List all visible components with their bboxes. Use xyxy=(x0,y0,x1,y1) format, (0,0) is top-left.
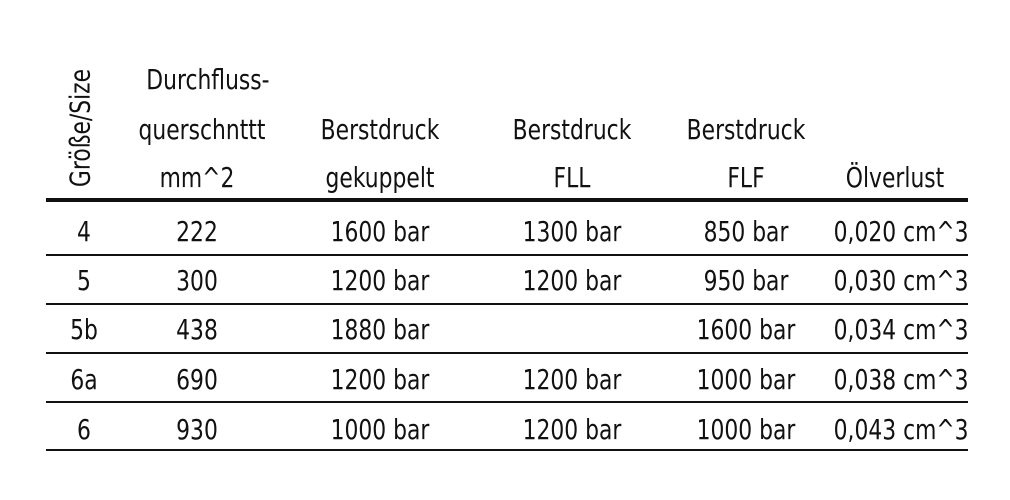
row-3-flow: 438 xyxy=(176,313,218,346)
row-2-flow: 300 xyxy=(176,264,218,297)
header-burst-coupled-line1: Berstdruck xyxy=(320,113,440,146)
row-4-burst-coupled: 1200 bar xyxy=(330,363,430,396)
row-5-flow: 930 xyxy=(176,413,218,446)
row-4-size: 6a xyxy=(70,363,98,396)
header-burst-flf-line2: FLF xyxy=(727,161,765,194)
header-burst-coupled-line2: gekuppelt xyxy=(325,161,435,194)
row-divider xyxy=(46,352,968,354)
row-2-oil-loss: 0,030 cm^3 xyxy=(833,264,969,297)
row-3-oil-loss: 0,034 cm^3 xyxy=(833,313,969,346)
row-5-burst-coupled: 1000 bar xyxy=(330,413,430,446)
row-divider xyxy=(46,303,968,305)
row-3-size: 5b xyxy=(70,313,98,346)
row-1-flow: 222 xyxy=(176,215,218,248)
header-size-label: Größe/Size xyxy=(63,68,97,188)
row-5-burst-fll: 1200 bar xyxy=(522,413,622,446)
row-3-burst-flf: 1600 bar xyxy=(696,313,796,346)
row-4-burst-flf: 1000 bar xyxy=(696,363,796,396)
row-1-burst-flf: 850 bar xyxy=(703,215,789,248)
row-4-oil-loss: 0,038 cm^3 xyxy=(833,363,969,396)
header-burst-fll-line2: FLL xyxy=(553,161,591,194)
row-4-burst-fll: 1200 bar xyxy=(522,363,622,396)
row-2-burst-flf: 950 bar xyxy=(703,264,789,297)
header-flow-line1: Durchfluss- xyxy=(146,63,270,96)
row-4-flow: 690 xyxy=(176,363,218,396)
row-divider xyxy=(46,254,968,256)
table-bottom-rule xyxy=(46,449,968,451)
row-1-burst-fll: 1300 bar xyxy=(522,215,622,248)
row-5-oil-loss: 0,043 cm^3 xyxy=(833,413,969,446)
row-2-burst-fll: 1200 bar xyxy=(522,264,622,297)
row-5-burst-flf: 1000 bar xyxy=(696,413,796,446)
header-flow-line2: querschnttt xyxy=(138,113,266,146)
row-divider xyxy=(46,401,968,403)
row-5-size: 6 xyxy=(77,413,91,446)
header-burst-flf-line1: Berstdruck xyxy=(686,113,806,146)
header-rule xyxy=(46,198,968,202)
header-burst-fll-line1: Berstdruck xyxy=(512,113,632,146)
header-oil-loss: Ölverlust xyxy=(845,161,945,194)
row-1-burst-coupled: 1600 bar xyxy=(330,215,430,248)
row-2-size: 5 xyxy=(77,264,91,297)
header-flow-unit: mm^2 xyxy=(159,161,235,194)
row-1-oil-loss: 0,020 cm^3 xyxy=(833,215,969,248)
header-size xyxy=(62,60,98,196)
row-1-size: 4 xyxy=(77,215,91,248)
row-2-burst-coupled: 1200 bar xyxy=(330,264,430,297)
row-3-burst-coupled: 1880 bar xyxy=(330,313,430,346)
